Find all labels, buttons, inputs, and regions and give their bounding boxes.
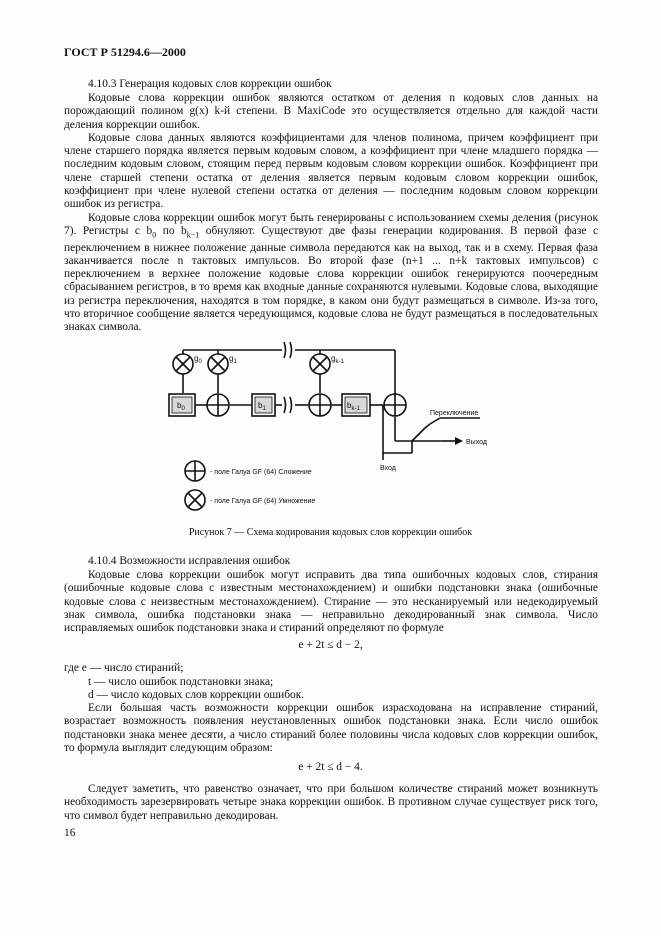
paragraph: Если большая часть возможности коррекции ошибок израсходована на исправление стираний, возрастает возможность появления неустановленных ошибок подстановки знака. Если число ошибок подстановки знака менее десяти, а число стираний более половины числа кодовых слов коррекции ошибок, то формула выглядит следующим образом:: [64, 702, 598, 754]
svg-text:gk-1: [331, 354, 344, 365]
paragraph: Кодовые слова данных являются коэффициентами для членов полинома, причем коэффициент при члене старшего порядка является первым кодовым словом, а коэффициент при члене младшего порядка — последним кодовым словом, стоящим перед первым кодовым словом коррекции ошибок. Коэффициент при члене старшей степени остатка от деления является первым кодовым словом коррекции ошибок, коэффициент при члене нулевой степени остатка от деления — последним кодовым словом коррекции ошибок из регистра.: [64, 131, 598, 211]
where-e: где e — число стираний;: [64, 662, 184, 674]
b1-sub: 1: [262, 406, 266, 412]
paragraph: Следует заметить, что равенство означает, что при большом количестве стираний может возникнуть необходимость зарезервировать четыре знака коррекции ошибок. В противном случае существует риск того, что символ будет неправильно декодирован.: [64, 783, 598, 822]
gk-label: g: [331, 354, 336, 363]
section-heading-4-10-4: 4.10.4 Возможности исправления ошибок: [88, 555, 291, 567]
document-header: ГОСТ Р 51294.6—2000: [64, 45, 186, 59]
subscript: k−1: [186, 230, 200, 240]
section-4-10-4-body-2: [64, 702, 598, 755]
input-label: Вход: [380, 465, 396, 472]
formula-2: e + 2t ≤ d − 4.: [298, 761, 363, 773]
section-4-10-4-body: [64, 569, 598, 635]
b0-sub: 0: [181, 406, 185, 412]
legend-mul-label: - поле Галуа GF (64) Умножение: [210, 498, 316, 505]
page-number: 16: [64, 827, 76, 839]
paragraph: Кодовые слова коррекции ошибок являются остатком от деления n кодовых слов данных на порождающий полином g(x) k-й степени. В MaxiCode это осуществляется отдельно для каждой части деления коррекции ошибок.: [64, 92, 598, 131]
g1-sub: 1: [233, 359, 237, 365]
section-heading-4-10-3: 4.10.3 Генерация кодовых слов коррекции ошибок: [88, 78, 332, 90]
paragraph: [64, 212, 598, 335]
bk-label: b: [347, 401, 352, 410]
encoding-circuit-diagram: [150, 328, 530, 518]
text-run: по b: [156, 224, 187, 237]
g0-label: g: [194, 354, 199, 363]
legend-add-label: - поле Галуа GF (64) Сложение: [210, 469, 312, 476]
g0-sub: 0: [198, 359, 202, 365]
gk-sub: k-1: [335, 359, 344, 365]
paragraph: Кодовые слова коррекции ошибок могут исправить два типа ошибочных кодовых слов, стирания (ошибочные кодовые слова с известным местонахождением) и ошибки подстановки знака (ошибочные кодовые слова с неизвестным местонахождением). Стирание — это несканируемый или недекодируемый знак символа, ошибка подстановки знака — неправильно декодированный знак символа. Число исправляемых ошибок подстановки знака и стираний определяют по формуле: [64, 569, 598, 635]
g1-label: g: [229, 354, 234, 363]
formula-1: e + 2t ≤ d − 2,: [298, 639, 363, 651]
section-4-10-3-body: [64, 92, 598, 335]
section-4-10-4-body-3: [64, 783, 598, 823]
output-label: Выход: [466, 439, 487, 446]
where-t: t — число ошибок подстановки знака;: [88, 676, 274, 688]
where-d: d — число кодовых слов коррекции ошибок.: [88, 689, 305, 701]
text-run: Кодовые слова коррекции ошибок могут быть генерированы с использованием схемы деления (рисунок 7). Регистры с b: [64, 211, 598, 237]
b1-label: b: [258, 401, 263, 410]
svg-text:g1: [229, 354, 237, 365]
b0-label: b: [177, 401, 182, 410]
bk-sub: k-1: [351, 406, 360, 412]
svg-text:g0: [194, 354, 202, 365]
subscript: 0: [152, 230, 157, 240]
figure-caption: Рисунок 7 — Схема кодирования кодовых слов коррекции ошибок: [188, 527, 473, 538]
text-run: обнуляют. Существуют две фазы генерации кодирования. В первой фазе с переключением в нижнее положение данные символа передаются как на выход, так и в схему. Первая фаза заканчивается после n тактовых импульсов. Во второй фазе (n+1 ... n+k тактовых импульсов) с переключением в верхнее положение кодовые слова коррекции ошибок генерируются поочередным сбрасыванием регистров, в то время как входные данные сохраняются нулевыми. Кодовые слова, выходящие из регистра переключения, находятся в том порядке, в каком они будут размещаться в символе. Из-за того, что вторичное сообщение является чередующимся, кодовые слова не будут размещаться в последовательных знаках символа.: [64, 224, 598, 334]
switch-label: Переключение: [430, 410, 479, 417]
